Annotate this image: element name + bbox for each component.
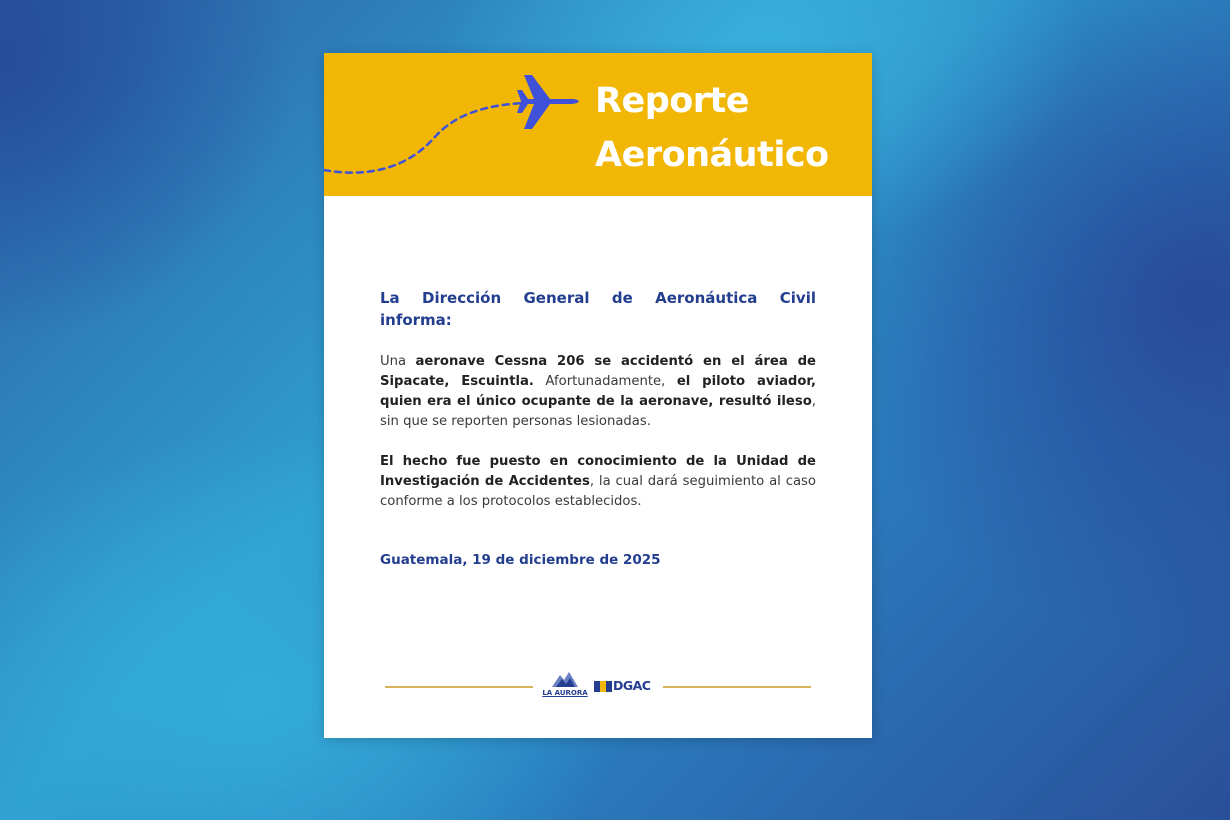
paragraph1-run: Una [380, 354, 416, 369]
footer-rule-right [663, 686, 811, 688]
footer-rule-left [385, 686, 533, 688]
paragraph-incident [380, 352, 816, 432]
paragraph1-run: , sin que se reporten personas lesionadas. [380, 394, 816, 429]
paragraph1-run: el piloto aviador, quien era el único ocupante de la aeronave, resultó ileso [380, 374, 816, 409]
banner-title-line1: Reporte [595, 81, 750, 121]
mountains-icon [542, 670, 588, 690]
paragraph2-run: , la cual dará seguimiento al caso conforme a los protocolos establecidos. [380, 474, 816, 509]
bulletin-date: Guatemala, 19 de diciembre de 2025 [380, 552, 661, 568]
dgac-logo [594, 678, 656, 694]
dgac-logo-text: DGAC [613, 678, 651, 693]
bulletin-body [380, 287, 816, 532]
paragraph1-run: Afortunadamente, [533, 374, 677, 389]
heading-line1: La Dirección General de Aeronáutica Civil [380, 289, 816, 307]
paragraph2-run: El hecho fue puesto en conocimiento de la Unidad de Investigación de Accidentes [380, 454, 816, 489]
dashed-flight-path [324, 103, 524, 173]
paragraph1-run: aeronave Cessna 206 se accidentó en el área de Sipacate, Escuintla. [380, 354, 816, 389]
banner [324, 53, 872, 196]
la-aurora-logo-text: LA AURORA [542, 689, 588, 697]
bulletin-card [324, 53, 872, 738]
paragraph-investigation [380, 452, 816, 512]
banner-title [595, 74, 829, 182]
footer-logos [385, 668, 811, 702]
banner-title-line2: Aeronáutico [595, 135, 829, 175]
airplane-icon [517, 75, 579, 129]
bulletin-heading [380, 287, 816, 331]
heading-line2: informa: [380, 311, 452, 329]
dgac-flag-icon [594, 681, 612, 692]
la-aurora-logo [542, 670, 588, 700]
